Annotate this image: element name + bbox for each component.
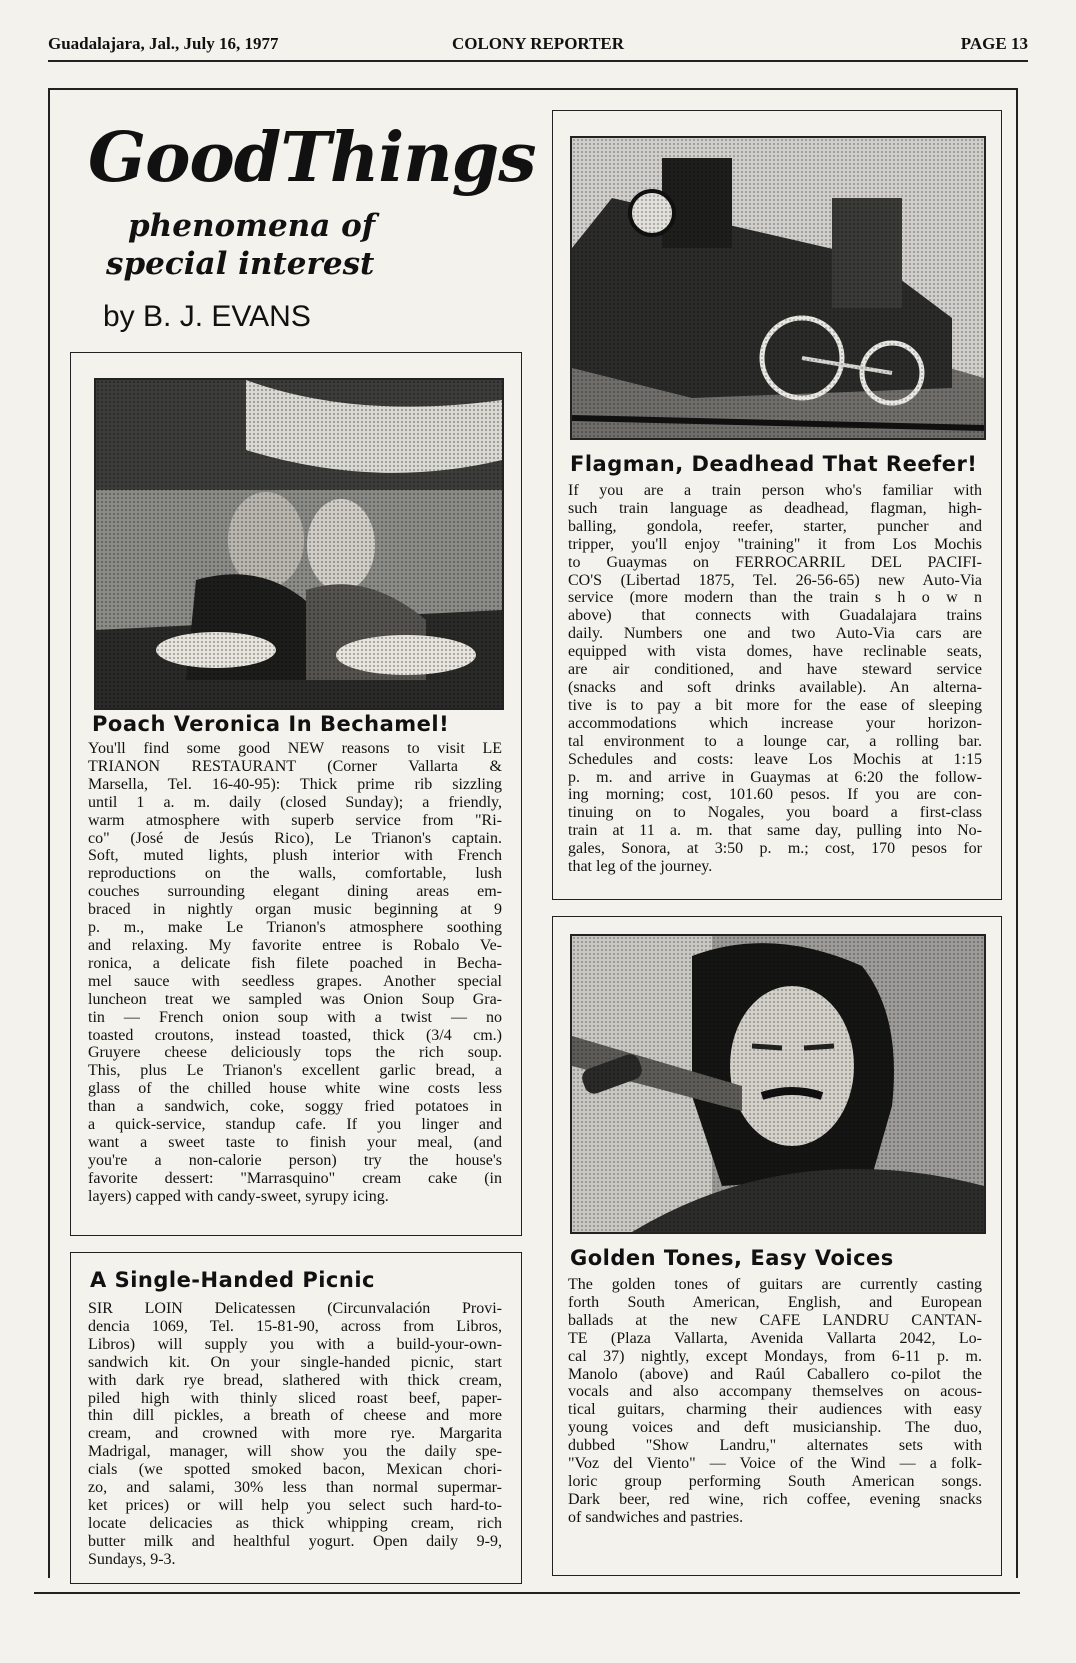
text-line: above) that connects with Guadalajara trains (568, 607, 982, 625)
text-line: tical guitars, charming their audiences with easy (568, 1401, 982, 1419)
bottom-rule (34, 1592, 1020, 1594)
column-logo-subtitle-2: special interest (106, 246, 375, 282)
text-line: you're a non-calorie person) try the house's (88, 1151, 502, 1169)
steam-locomotive-photo (570, 136, 986, 440)
text-line: daily. Numbers one and two Auto-Via cars are (568, 625, 982, 643)
text-line: ronica, a delicate fish filete poached in Becha- (88, 954, 502, 972)
text-line: TRIANON RESTAURANT (Corner Vallarta & (88, 757, 502, 775)
byline: by B. J. EVANS (103, 300, 311, 333)
text-line: loric group performing South American songs. (568, 1472, 982, 1490)
text-line: co" (José de Jesús Rico), Le Trianon's captain. (88, 829, 502, 847)
column-logo-title: GoodThings (88, 118, 536, 198)
text-line: zo, and salami, 30% less than normal supermar- (88, 1479, 502, 1497)
article-picnic-body (88, 1300, 502, 1569)
text-line: Sundays, 9-3. (88, 1550, 176, 1568)
text-line: sandwich kit. On your single-handed picnic, start (88, 1353, 502, 1371)
text-line: ket prices) or will help you select such hard-to- (88, 1496, 502, 1514)
header-page-number: PAGE 13 (960, 34, 1028, 53)
text-line: to Guaymas on FERROCARRIL DEL PACIFI- (568, 553, 982, 571)
text-line: warm atmosphere with superb service from "Ri- (88, 811, 502, 829)
text-line: are air conditioned, and have steward service (568, 661, 982, 679)
text-line: accommodations which increase your horizon- (568, 714, 982, 732)
text-line: ing morning; cost, 101.60 pesos. If you are con- (568, 786, 982, 804)
text-line: favorite dessert: "Marrasquino" cream cake (in (88, 1169, 502, 1187)
article-flagman-heading: Flagman, Deadhead That Reefer! (570, 452, 978, 476)
text-line: train at 11 a. m. that same day, pulling into No- (568, 822, 982, 840)
column-logo-subtitle-1: phenomena of (128, 208, 376, 244)
text-line: with dark rye bread, slathered with thick cream, (88, 1371, 502, 1389)
left-column-rule (48, 88, 50, 1578)
text-line: ballads at the new CAFE LANDRU CANTAN- (568, 1311, 982, 1329)
text-line: luncheon treat we sampled was Onion Soup Gra- (88, 990, 502, 1008)
text-line: tive is to pay a bit more for the ease of sleeping (568, 696, 982, 714)
text-line: cream, and crowned with more rye. Margarita (88, 1425, 502, 1443)
text-line: equipped with vista domes, have reclinable seats, (568, 643, 982, 661)
text-line: a quick-service, standup cafe. If you linger and (88, 1116, 502, 1134)
text-line: piled high with thinly sliced roast beef, paper- (88, 1389, 502, 1407)
text-line: such train language as deadhead, flagman, high- (568, 499, 982, 517)
article-poach-body (88, 740, 502, 1206)
text-line: Gruyere cheese deliciously tops the rich soup. (88, 1044, 502, 1062)
text-line: and relaxing. My favorite entree is Robalo Ve- (88, 936, 502, 954)
text-line: want a sweet taste to finish your meal, (and (88, 1133, 502, 1151)
text-line: dencia 1069, Tel. 15-81-90, across from Libros, (88, 1317, 502, 1335)
text-line: layers) capped with candy-sweet, syrupy icing. (88, 1187, 389, 1205)
text-line: that leg of the journey. (568, 858, 713, 876)
text-line: service (more modern than the train s h o w n (568, 589, 982, 607)
text-line: vocals and also accompany themselves on acous- (568, 1383, 982, 1401)
text-line: reproductions on the walls, comfortable, lush (88, 865, 502, 883)
text-line: This, plus Le Trianon's excellent garlic bread, a (88, 1062, 502, 1080)
text-line: until 1 a. m. daily (closed Sunday); a friendly, (88, 793, 502, 811)
article-flagman-body (568, 482, 982, 876)
text-line: cials (we spotted smoked bacon, Mexican chori- (88, 1461, 502, 1479)
page-header (48, 28, 1028, 62)
text-line: SIR LOIN Delicatessen (Circunvalación Provi- (88, 1300, 502, 1317)
text-line: toasted croutons, instead toasted, thick (3/4 cm.) (88, 1026, 502, 1044)
text-line: If you are a train person who's familiar with (568, 482, 982, 499)
text-line: tripper, you'll enjoy "training" it from Los Mochis (568, 535, 982, 553)
text-line: Madrigal, manager, will show you the daily spe- (88, 1443, 502, 1461)
text-line: braced in nightly organ music beginning at 9 (88, 901, 502, 919)
text-line: Schedules and costs: leave Los Mochis at 1:15 (568, 750, 982, 768)
text-line: Marsella, Tel. 16-40-95): Thick prime rib sizzling (88, 775, 502, 793)
text-line: tin — French onion soup with a twist — no (88, 1008, 502, 1026)
article-golden-body (568, 1276, 982, 1527)
text-line: balling, gondola, reefer, starter, puncher and (568, 517, 982, 535)
text-line: couches surrounding elegant dining areas em- (88, 883, 502, 901)
article-poach-heading: Poach Veronica In Bechamel! (92, 712, 450, 736)
article-golden-heading: Golden Tones, Easy Voices (570, 1246, 894, 1270)
text-line: butter milk and healthful yogurt. Open daily 9-9, (88, 1532, 502, 1550)
text-line: (snacks and soft drinks available). An alterna- (568, 678, 982, 696)
text-line: gales, Sonora, at 3:50 p. m.; cost, 170 pesos for (568, 840, 982, 858)
text-line: "Voz del Viento" — Voice of the Wind — a folk- (568, 1455, 982, 1473)
text-line: The golden tones of guitars are currently casting (568, 1276, 982, 1293)
text-line: CO'S (Libertad 1875, Tel. 26-56-65) new Auto-Via (568, 571, 982, 589)
text-line: thin dill pickles, a breath of cheese and more (88, 1407, 502, 1425)
text-line: glass of the chilled house white wine costs less (88, 1080, 502, 1098)
restaurant-couple-photo (94, 378, 504, 710)
text-line: p. m. and arrive in Guaymas at 6:20 the follow- (568, 768, 982, 786)
text-line: of sandwiches and pastries. (568, 1508, 744, 1526)
header-dateline: Guadalajara, Jal., July 16, 1977 (48, 34, 279, 53)
text-line: forth South American, English, and European (568, 1293, 982, 1311)
text-line: Soft, muted lights, plush interior with French (88, 847, 502, 865)
article-picnic-heading: A Single-Handed Picnic (90, 1268, 375, 1292)
text-line: tinuing on to Nogales, you board a first-class (568, 804, 982, 822)
top-rule (48, 88, 1018, 90)
text-line: You'll find some good NEW reasons to visit LE (88, 740, 502, 757)
text-line: Libros) will supply you with a build-your-own- (88, 1335, 502, 1353)
text-line: cal 37) nightly, except Mondays, from 6-11 p. m. (568, 1347, 982, 1365)
guitarist-singer-photo (570, 934, 986, 1234)
text-line: TE (Plaza Vallarta, Avenida Vallarta 2042, Lo- (568, 1329, 982, 1347)
text-line: dubbed "Show Landru," alternates sets with (568, 1437, 982, 1455)
header-publication: COLONY REPORTER (451, 34, 625, 53)
text-line: Manolo (above) and Raúl Caballero co-pilot the (568, 1365, 982, 1383)
text-line: young voices and deft musicianship. The duo, (568, 1419, 982, 1437)
text-line: mel sauce with seedless grapes. Another special (88, 972, 502, 990)
text-line: than a sandwich, coke, soggy fried potatoes in (88, 1098, 502, 1116)
right-column-rule (1016, 88, 1018, 1578)
text-line: tal environment to a lounge car, a rolling bar. (568, 732, 982, 750)
text-line: Dark beer, red wine, rich coffee, evening snacks (568, 1490, 982, 1508)
text-line: p. m., make Le Trianon's atmosphere soothing (88, 919, 502, 937)
text-line: locate delicacies as thick whipping cream, rich (88, 1514, 502, 1532)
